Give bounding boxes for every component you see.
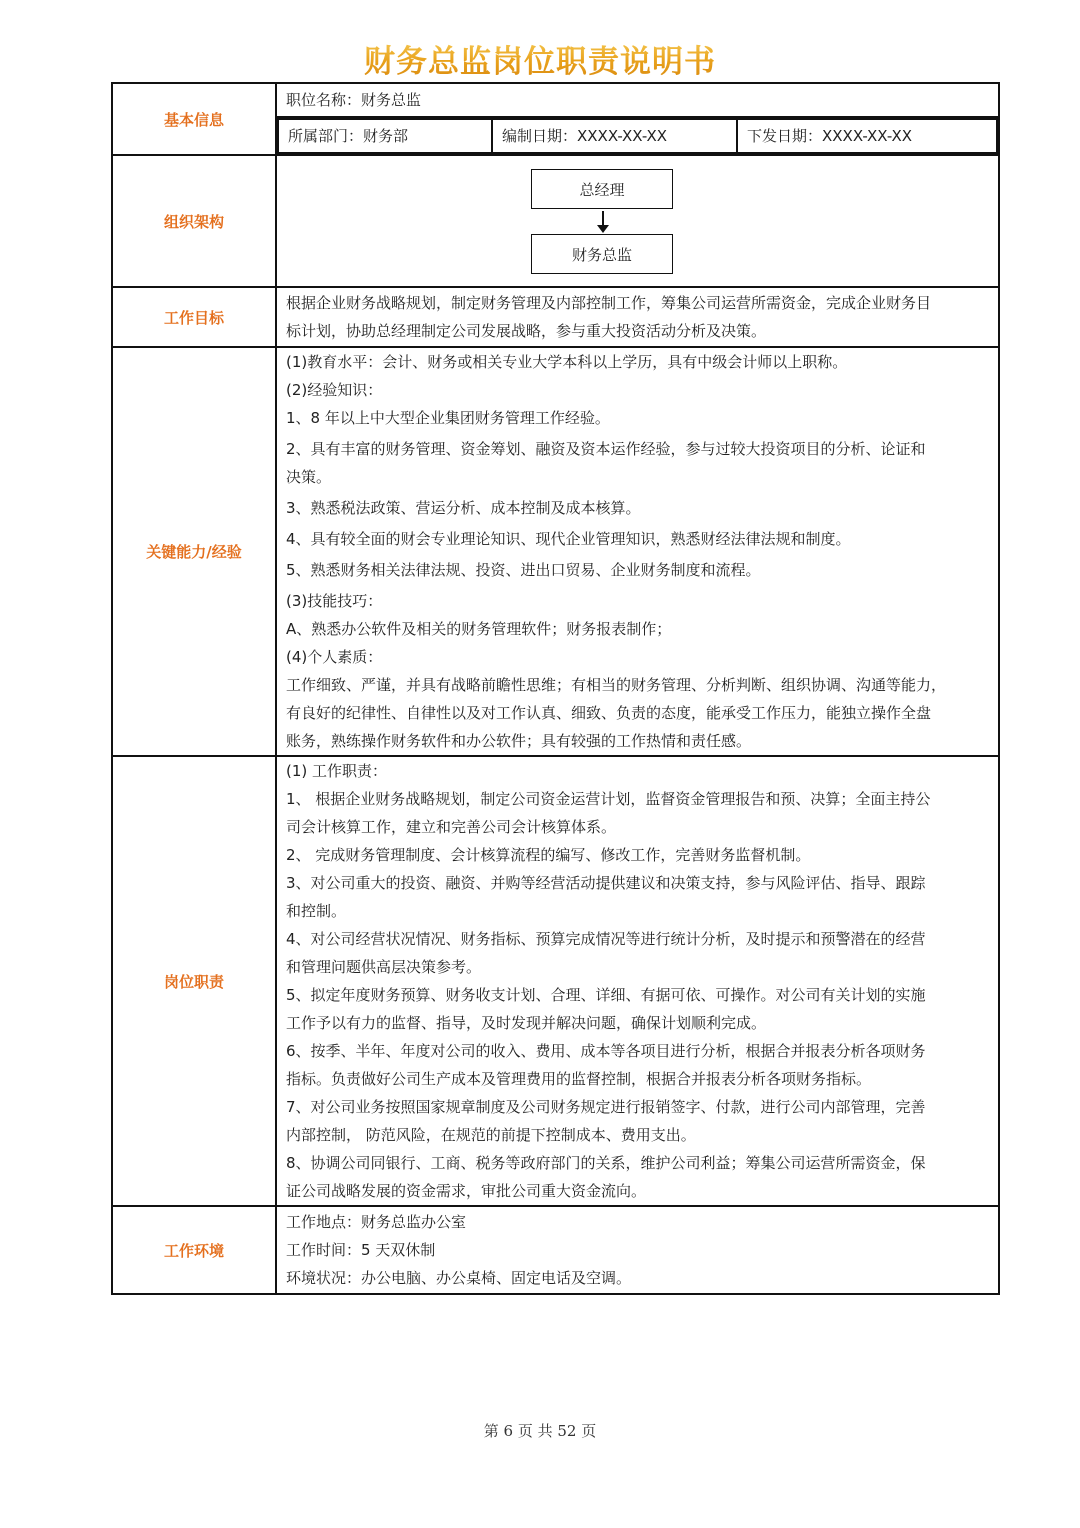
position-name: 职位名称：财务总监 — [286, 91, 422, 109]
work-goal-row — [112, 287, 999, 347]
environment-line: 工作时间：5 天双休制 — [286, 1241, 436, 1259]
page-footer: 第 6 页 共 52 页 — [483, 1422, 597, 1440]
basic-info-label: 基本信息 — [112, 83, 276, 155]
duty-line: 证公司战略发展的资金需求，审批公司重大资金流向。 — [286, 1182, 647, 1200]
work-goal-text — [277, 288, 998, 346]
ability-line: (4)个人素质： — [286, 648, 383, 666]
duty-line: 和管理问题供高层决策参考。 — [286, 958, 482, 976]
ability-line: (1)教育水平：会计、财务或相关专业大学本科以上学历，具有中级会计师以上职称。 — [286, 353, 848, 371]
duty-line: 5、拟定年度财务预算、财务收支计划、合理、详细、有据可依、可操作。对公司有关计划的实施 — [286, 986, 926, 1004]
compile-date: 编制日期：XXXX-XX-XX — [502, 127, 668, 145]
job-description-table — [111, 82, 1000, 1295]
duties-text — [277, 757, 998, 1205]
ability-line: A、熟悉办公软件及相关的财务管理软件；财务报表制作； — [286, 620, 672, 638]
ability-line: 3、熟悉税法政策、营运分析、成本控制及成本核算。 — [286, 499, 641, 517]
environment-text — [277, 1207, 998, 1293]
org-structure-row — [112, 155, 999, 287]
ability-line: 5、熟悉财务相关法律法规、投资、进出口贸易、企业财务制度和流程。 — [286, 561, 761, 579]
basic-info-row-position — [112, 83, 999, 117]
org-arrow-icon — [597, 225, 609, 233]
org-structure-label: 组织架构 — [112, 155, 276, 287]
ability-line: 有良好的纪律性、自律性以及对工作认真、细致、负责的态度，能承受工作压力，能独立操作全盘 — [286, 704, 932, 722]
environment-line: 工作地点：财务总监办公室 — [286, 1213, 467, 1231]
ability-line: 2、具有丰富的财务管理、资金筹划、融资及资本运作经验，参与过较大投资项目的分析、论证和 — [286, 440, 926, 458]
department: 所属部门：财务部 — [288, 127, 409, 145]
duty-line: 2、 完成财务管理制度、会计核算流程的编写、修改工作，完善财务监督机制。 — [286, 846, 811, 864]
key-abilities-text — [277, 348, 998, 755]
duty-line: 3、对公司重大的投资、融资、并购等经营活动提供建议和决策支持，参与风险评估、指导、跟踪 — [286, 874, 926, 892]
duty-line: (1) 工作职责： — [286, 762, 388, 780]
duty-line: 司会计核算工作，建立和完善公司会计核算体系。 — [286, 818, 617, 836]
key-abilities-label: 关键能力/经验 — [112, 347, 276, 756]
document-title: 财务总监岗位职责说明书 — [0, 36, 1080, 81]
issue-date: 下发日期：XXXX-XX-XX — [747, 127, 913, 145]
environment-label: 工作环境 — [112, 1206, 276, 1294]
work-goal-line: 根据企业财务战略规划，制定财务管理及内部控制工作，筹集公司运营所需资金，完成企业财务目 — [286, 294, 932, 312]
duty-line: 指标。负责做好公司生产成本及管理费用的监督控制，根据合并报表分析各项财务指标。 — [286, 1070, 872, 1088]
duties-row — [112, 756, 999, 1206]
duty-line: 6、按季、半年、年度对公司的收入、费用、成本等各项目进行分析，根据合并报表分析各项财务 — [286, 1042, 926, 1060]
ability-line: (2)经验知识： — [286, 381, 383, 399]
key-abilities-row — [112, 347, 999, 756]
work-goal-line: 标计划，协助总经理制定公司发展战略，参与重大投资活动分析及决策。 — [286, 322, 767, 340]
basic-info-subtable — [277, 118, 998, 154]
environment-line: 环境状况：办公电脑、办公桌椅、固定电话及空调。 — [286, 1269, 632, 1287]
ability-line: (3)技能技巧： — [286, 592, 383, 610]
ability-line: 账务，熟练操作财务软件和办公软件；具有较强的工作热情和责任感。 — [286, 732, 752, 750]
work-goal-label: 工作目标 — [112, 287, 276, 347]
org-box-general-manager: 总经理 — [531, 169, 673, 209]
duty-line: 工作予以有力的监督、指导，及时发现并解决问题，确保计划顺利完成。 — [286, 1014, 767, 1032]
duty-line: 1、 根据企业财务战略规划，制定公司资金运营计划，监督资金管理报告和预、决算；全面主持公 — [286, 790, 931, 808]
ability-line: 决策。 — [286, 468, 332, 486]
org-box-finance-director: 财务总监 — [531, 234, 673, 274]
duty-line: 8、协调公司同银行、工商、税务等政府部门的关系，维护公司利益；筹集公司运营所需资金，保 — [286, 1154, 926, 1172]
ability-line: 工作细致、严谨，并具有战略前瞻性思维；有相当的财务管理、分析判断、组织协调、沟通等能力， — [286, 676, 947, 694]
org-chart — [277, 156, 998, 286]
environment-row — [112, 1206, 999, 1294]
duties-label: 岗位职责 — [112, 756, 276, 1206]
ability-line: 4、具有较全面的财会专业理论知识、现代企业管理知识，熟悉财经法律法规和制度。 — [286, 530, 851, 548]
duty-line: 7、对公司业务按照国家规章制度及公司财务规定进行报销签字、付款，进行公司内部管理，完善 — [286, 1098, 926, 1116]
ability-line: 1、8 年以上中大型企业集团财务管理工作经验。 — [286, 409, 610, 427]
duty-line: 和控制。 — [286, 902, 347, 920]
duty-line: 内部控制， 防范风险，在规范的前提下控制成本、费用支出。 — [286, 1126, 696, 1144]
duty-line: 4、对公司经营状况情况、财务指标、预算完成情况等进行统计分析，及时提示和预警潜在的经营 — [286, 930, 926, 948]
